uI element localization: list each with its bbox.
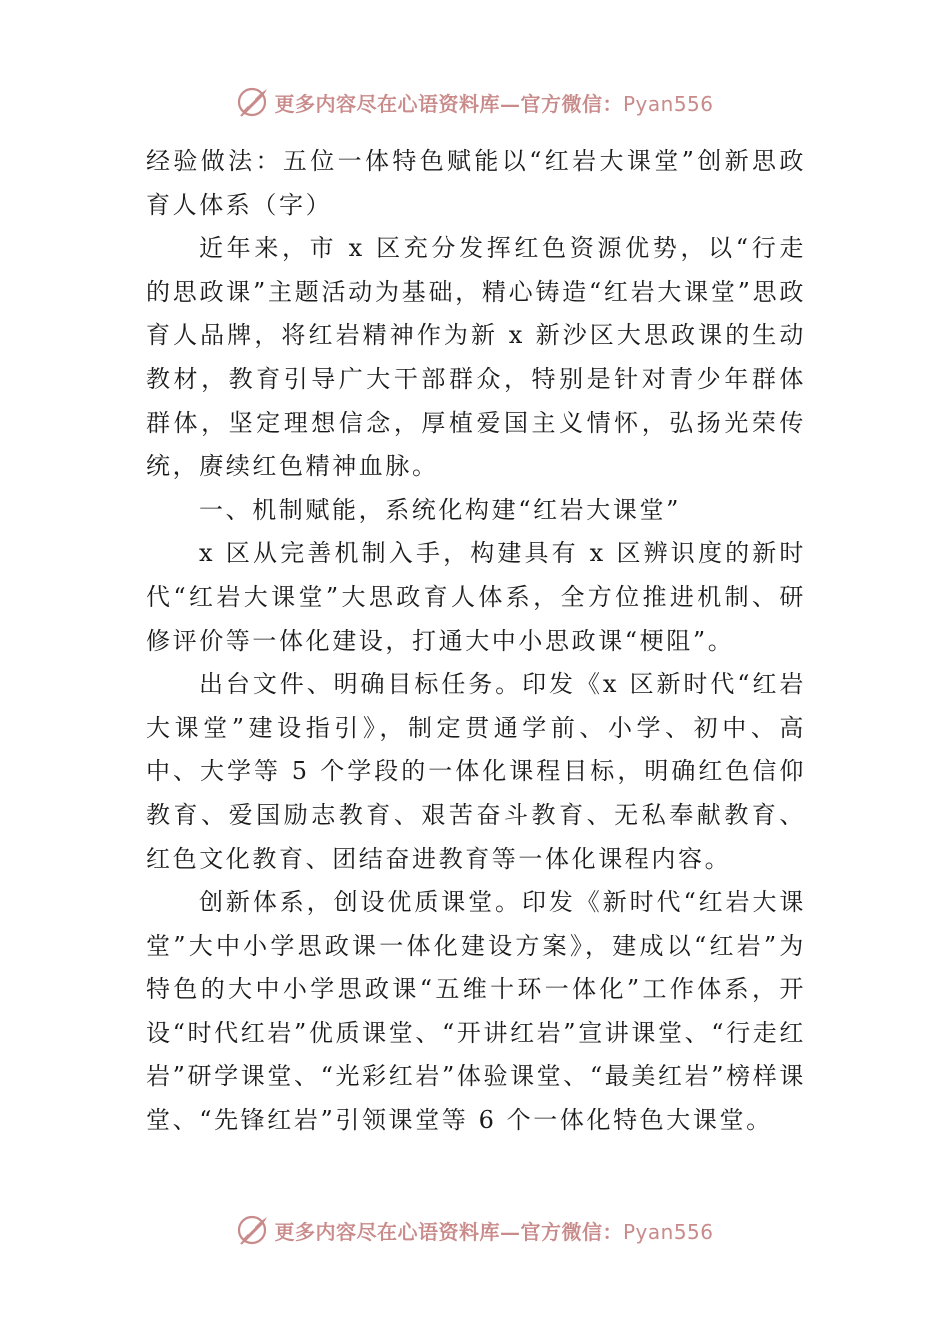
banner-text: 更多内容尽在心语资料库—官方微信：Pyan556 xyxy=(274,1219,714,1244)
wechat-id: Pyan556 xyxy=(622,1219,714,1244)
document-body xyxy=(146,140,806,1143)
quill-pen-logo-icon xyxy=(236,85,270,119)
body-paragraph: x 区从完善机制入手，构建具有 x 区辨识度的新时代“红岩大课堂”大思政育人体系，全方位推进机制、研修评价等一体化建设，打通大中小思政课“梗阻”。 xyxy=(146,539,806,655)
body-paragraph: 出台文件、明确目标任务。印发《x 区新时代“红岩大课堂”建设指引》，制定贯通学前、小学、初中、高中、大学等 5 个学段的一体化课程目标，明确红色信仰教育、爱国励志教育、艰苦奋斗教育、无私奉献教育、红色文化教育、团结奋进教育等一体化课程内容。 xyxy=(146,670,806,873)
banner-text: 更多内容尽在心语资料库—官方微信：Pyan556 xyxy=(274,91,714,116)
wechat-id: Pyan556 xyxy=(622,91,714,116)
header-banner xyxy=(0,82,950,122)
document-title: 经验做法：五位一体特色赋能以“红岩大课堂”创新思政育人体系（字） xyxy=(146,147,806,219)
intro-paragraph: 近年来，市 x 区充分发挥红色资源优势，以“行走的思政课”主题活动为基础，精心铸造“红岩大课堂”思政育人品牌，将红岩精神作为新 x 新沙区大思政课的生动教材，教育引导广大干部群众，特别是针对青少年群体群体，坚定理想信念，厚植爱国主义情怀，弘扬光荣传统，赓续红色精神血脉。 xyxy=(146,234,806,481)
quill-pen-logo-icon xyxy=(236,1213,270,1247)
footer-banner xyxy=(0,1210,950,1250)
section-heading: 一、机制赋能，系统化构建“红岩大课堂” xyxy=(199,495,681,524)
body-paragraph: 创新体系，创设优质课堂。印发《新时代“红岩大课堂”大中小学思政课一体化建设方案》，建成以“红岩”为特色的大中小学思政课“五维十环一体化”工作体系，开设“时代红岩”优质课堂、“开讲红岩”宣讲课堂、“行走红岩”研学课堂、“光彩红岩”体验课堂、“最美红岩”榜样课堂、“先锋红岩”引领课堂等 6 个一体化特色大课堂。 xyxy=(146,888,806,1135)
